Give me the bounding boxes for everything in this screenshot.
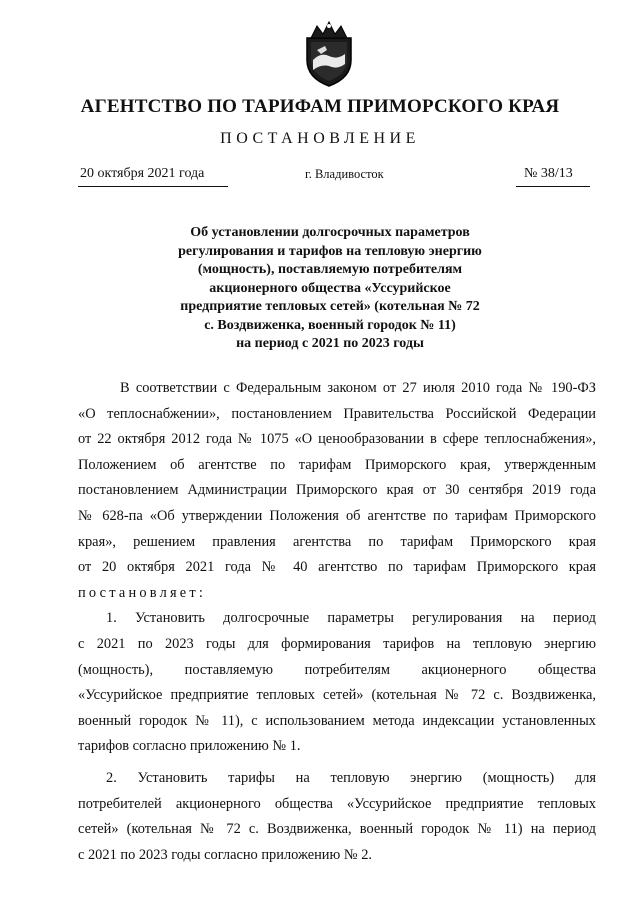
document-city: г. Владивосток: [305, 167, 384, 181]
item-2-paragraph: [78, 766, 596, 868]
title-line: акционерного общества «Уссурийское: [209, 280, 451, 296]
preamble-line: от 20 октября 2021 года № 40 агентство по тарифам Приморского края: [78, 559, 596, 576]
item-1-line: с 2021 по 2023 годы для формирования тарифов на тепловую энергию: [78, 635, 596, 652]
document-title: [140, 224, 520, 354]
item-1-line: тарифов согласно приложению № 1.: [78, 738, 301, 755]
title-line: (мощность), поставляемую потребителям: [197, 262, 463, 277]
preamble-line: В соответствии с Федеральным законом от 27 июля 2010 года № 190-ФЗ: [120, 380, 596, 396]
title-line: предприятие тепловых сетей» (котельная № 72: [180, 299, 480, 314]
title-line: на период с 2021 по 2023 годы: [236, 336, 424, 351]
agency-name: АГЕНТСТВО ПО ТАРИФАМ ПРИМОРСКОГО КРАЯ: [80, 96, 560, 117]
item-1-line: военный городок № 11), с использованием метода индексации установленных: [78, 712, 596, 729]
item-2-line: потребителей акционерного общества «Уссурийское предприятие тепловых: [78, 795, 596, 812]
item-1-line: (мощность), поставляемую потребителям акционерного общества: [78, 661, 596, 678]
resolves-word: постановляет:: [78, 584, 207, 601]
item-2-line: с 2021 по 2023 годы согласно приложению № 2.: [78, 846, 372, 863]
document-body: [78, 376, 596, 868]
preamble-line: края», решением правления агентства по тарифам Приморского края: [78, 533, 596, 550]
item-1-paragraph: [78, 606, 596, 760]
preamble-line: от 22 октября 2012 года № 1075 «О ценообразовании в сфере теплоснабжения»,: [78, 431, 596, 448]
title-line: с. Воздвиженка, военный городок № 11): [204, 317, 456, 333]
title-line: Об установлении долгосрочных параметров: [190, 225, 470, 240]
document-number: № 38/13: [524, 166, 573, 181]
item-1-line: «Уссурийское предприятие тепловых сетей» (котельная № 72 с. Воздвиженка,: [78, 687, 596, 704]
item-2-line: сетей» (котельная № 72 с. Воздвиженка, военный городок № 11) на период: [78, 821, 596, 838]
preamble-paragraph: [78, 376, 596, 606]
preamble-line: «О теплоснабжении», постановлением Правительства Российской Федерации: [78, 405, 596, 422]
number-underline: [516, 186, 590, 187]
item-2-line: 2. Установить тарифы на тепловую энергию (мощность) для: [106, 769, 596, 786]
preamble-line: Положением об агентстве по тарифам Приморского края, утвержденным: [78, 456, 596, 473]
title-line: регулирования и тарифов на тепловую энергию: [178, 243, 482, 259]
coat-of-arms-emblem: [303, 20, 355, 88]
preamble-line: постановлением Администрации Приморского края от 30 сентября 2019 года: [78, 482, 596, 499]
document-date: 20 октября 2021 года: [80, 166, 205, 181]
preamble-line: № 628-па «Об утверждении Положения об агентстве по тарифам Приморского: [78, 507, 596, 524]
date-underline: [78, 186, 228, 187]
item-1-line: 1. Установить долгосрочные параметры регулирования на период: [106, 610, 596, 627]
document-type: ПОСТАНОВЛЕНИЕ: [220, 130, 420, 147]
